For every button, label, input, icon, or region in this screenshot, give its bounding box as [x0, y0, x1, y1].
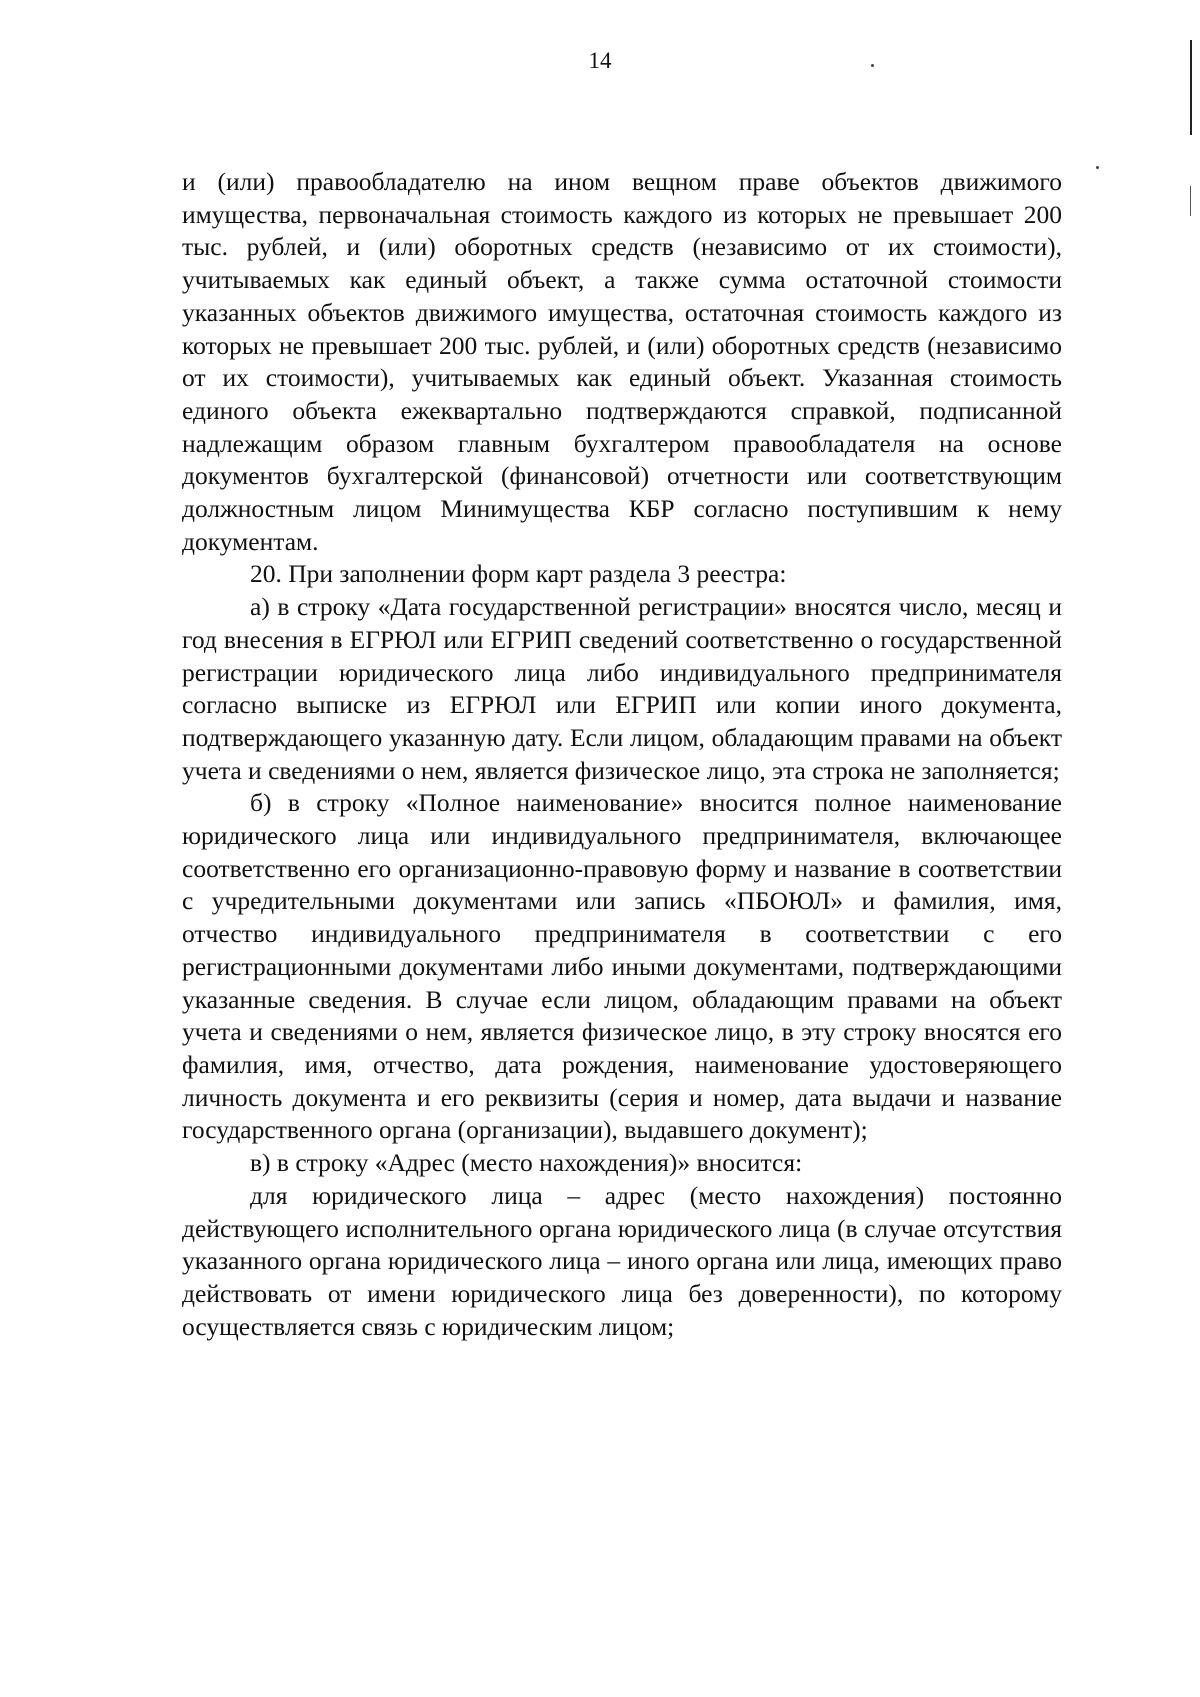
paragraph-item-a: а) в строку «Дата государственной регистрации» вносятся число, месяц и год внесения в ЕГРЮЛ или ЕГРИП сведений соответственно о государственной регистрации юридического лица либо индивидуального предпринимателя согласно выписке из ЕГРЮЛ или ЕГРИП или копии иного документа, подтверждающего указанную дату. Если лицом, обладающим правами на объект учета и сведениями о нем, является физическое лицо, эта строка не заполняется; [182, 592, 1062, 785]
scan-speck [1096, 166, 1099, 169]
paragraph-item-20: 20. При заполнении форм карт раздела 3 реестра: [250, 559, 787, 589]
page-number: 14 [588, 48, 612, 73]
scan-edge-tick [1190, 186, 1191, 216]
paragraph-continuation: и (или) правообладателю на ином вещном праве объектов движимого имущества, первоначальная стоимость каждого из которых не превышает 200 тыс. рублей, и (или) оборотных средств (независимо от их стоимости), учитываемых как единый объект, а также сумма остаточной стоимости указанных объектов движимого имущества, остаточная стоимость каждого из которых не превышает 200 тыс. рублей, и (или) оборотных средств (независимо от их стоимости), учитываемых как единый объект. Указанная стоимость единого объекта ежеквартально подтверждаются справкой, подписанной надлежащим образом главным бухгалтером правообладателя на основе документов бухгалтерской (финансовой) отчетности или соответствующим должностным лицом Минимущества КБР согласно поступившим к нему документам. [182, 167, 1062, 556]
document-body [182, 166, 1062, 1343]
paragraph-item-v: в) в строку «Адрес (место нахождения)» вносится: [250, 1148, 803, 1178]
paragraph-item-b: б) в строку «Полное наименование» вносится полное наименование юридического лица или индивидуального предпринимателя, включающее соответственно его организационно-правовую форму и название в соответствии с учредительными документами или запись «ПБОЮЛ» и фамилия, имя, отчество индивидуального предпринимателя в соответствии с его регистрационными документами либо иными документами, подтверждающими указанные сведения. В случае если лицом, обладающим правами на объект учета и сведениями о нем, является физическое лицо, в эту строку вносятся его фамилия, имя, отчество, дата рождения, наименование удостоверяющего личность документа и его реквизиты (серия и номер, дата выдачи и название государственного органа (организации), выдавшего документ); [182, 788, 1062, 1145]
paragraph-item-v-legal-entity: для юридического лица – адрес (место нахождения) постоянно действующего исполнительного органа юридического лица (в случае отсутствия указанного органа юридического лица – иного органа или лица, имеющих право действовать от имени юридического лица без доверенности), по которому осуществляется связь с юридическим лицом; [182, 1180, 1062, 1341]
